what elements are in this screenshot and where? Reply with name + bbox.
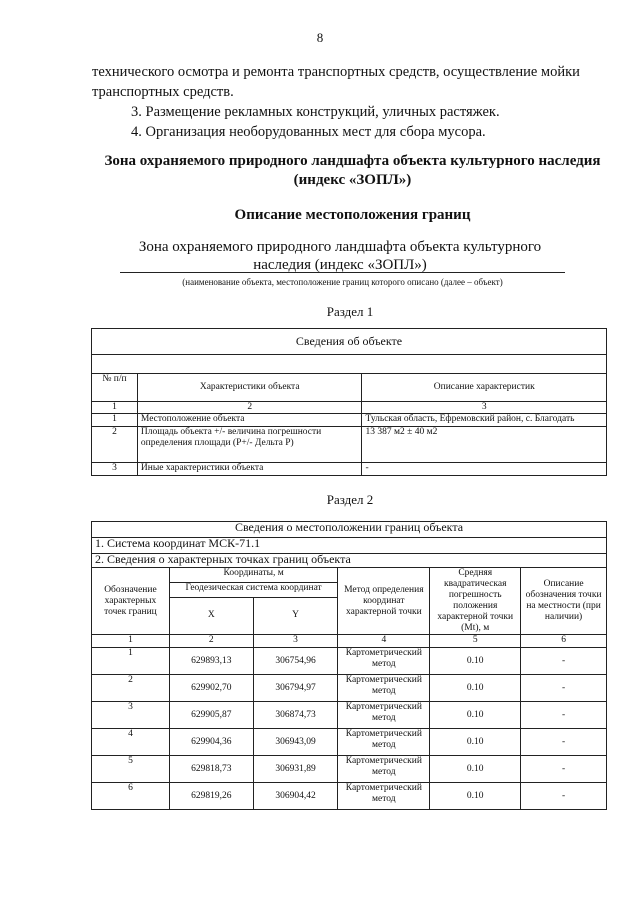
row-characteristic: Иные характеристики объекта — [137, 463, 362, 476]
object-info-title: Сведения об объекте — [92, 329, 607, 355]
point-id: 2 — [92, 675, 170, 702]
point-accuracy: 0.10 — [430, 648, 521, 675]
header-description: Описание характеристик — [362, 374, 607, 402]
point-y: 306754,96 — [253, 648, 338, 675]
point-y: 306931,89 — [253, 756, 338, 783]
row-num: 3 — [92, 463, 138, 476]
point-x: 629905,87 — [169, 702, 253, 729]
index-cell: 1 — [92, 402, 138, 414]
point-accuracy: 0.10 — [430, 675, 521, 702]
header-accuracy: Средняя квадратическая погрешность положения характерной точки (Mt), м — [430, 568, 521, 635]
header-point: Обозначение характерных точек границ — [92, 568, 170, 635]
table-row — [92, 729, 607, 756]
row-num: 2 — [92, 427, 138, 463]
object-name: Зона охраняемого природного ландшафта объекта культурного наследия (индекс «ЗОПЛ») — [138, 239, 542, 273]
row-num: 1 — [92, 414, 138, 427]
index-cell: 5 — [430, 635, 521, 648]
point-method: Картометрический метод — [338, 702, 430, 729]
object-note: (наименование объекта, местоположение границ которого описано (далее – объект) — [182, 277, 503, 287]
index-cell: 2 — [169, 635, 253, 648]
point-method: Картометрический метод — [338, 783, 430, 810]
section1-title: Раздел 1 — [326, 304, 374, 319]
continued-paragraph: технического осмотра и ремонта транспортных средств, осуществление мойки транспортных средств. — [92, 64, 580, 100]
header-geo: Геодезическая система координат — [169, 583, 338, 597]
point-accuracy: 0.10 — [430, 756, 521, 783]
object-info-table — [91, 328, 607, 476]
row-characteristic: Площадь объекта +/- величина погрешности определения площади (Р+/- Дельта Р) — [137, 427, 362, 463]
boundary-table-title: Сведения о местоположении границ объекта — [92, 522, 607, 538]
row-value: 13 387 м2 ± 40 м2 — [362, 427, 607, 463]
point-method: Картометрический метод — [338, 648, 430, 675]
table-row — [92, 648, 607, 675]
list-item-3: 3. Размещение рекламных конструкций, уличных растяжек. — [131, 104, 500, 120]
point-x: 629818,73 — [169, 756, 253, 783]
point-y: 306794,97 — [253, 675, 338, 702]
page-number: 8 — [316, 30, 324, 45]
point-x: 629904,36 — [169, 729, 253, 756]
point-desc: - — [521, 756, 607, 783]
header-num: № п/п — [92, 374, 138, 402]
object-underline — [120, 272, 565, 273]
points-subtitle: 2. Сведения о характерных точках границ объекта — [92, 554, 607, 568]
row-value: Тульская область, Ефремовский район, с. Благодать — [362, 414, 607, 427]
header-y: Y — [253, 597, 338, 634]
point-y: 306943,09 — [253, 729, 338, 756]
point-method: Картометрический метод — [338, 756, 430, 783]
point-id: 4 — [92, 729, 170, 756]
boundary-heading: Описание местоположения границ — [234, 207, 471, 223]
point-method: Картометрический метод — [338, 729, 430, 756]
index-cell: 1 — [92, 635, 170, 648]
row-value: - — [362, 463, 607, 476]
zone-heading-line1: Зона охраняемого природного ландшафта объекта культурного наследия — [104, 153, 601, 169]
point-desc: - — [521, 783, 607, 810]
header-coords: Координаты, м — [169, 568, 338, 583]
point-accuracy: 0.10 — [430, 783, 521, 810]
point-accuracy: 0.10 — [430, 729, 521, 756]
point-x: 629902,70 — [169, 675, 253, 702]
point-desc: - — [521, 648, 607, 675]
coordinate-system: 1. Система координат МСК-71.1 — [92, 538, 607, 554]
index-cell: 3 — [253, 635, 338, 648]
point-id: 6 — [92, 783, 170, 810]
header-x: X — [169, 597, 253, 634]
index-cell: 4 — [338, 635, 430, 648]
index-cell: 2 — [137, 402, 362, 414]
point-id: 3 — [92, 702, 170, 729]
row-characteristic: Местоположение объекта — [137, 414, 362, 427]
boundary-points-table — [91, 521, 607, 810]
zone-heading-line2: (индекс «ЗОПЛ») — [293, 172, 412, 188]
point-id: 5 — [92, 756, 170, 783]
point-id: 1 — [92, 648, 170, 675]
table-row — [92, 675, 607, 702]
section2-title: Раздел 2 — [326, 492, 374, 507]
point-accuracy: 0.10 — [430, 702, 521, 729]
table-row — [92, 702, 607, 729]
point-x: 629893,13 — [169, 648, 253, 675]
table-row — [92, 783, 607, 810]
point-method: Картометрический метод — [338, 675, 430, 702]
point-x: 629819,26 — [169, 783, 253, 810]
point-y: 306874,73 — [253, 702, 338, 729]
table-row — [92, 756, 607, 783]
list-item-4: 4. Организация необорудованных мест для сбора мусора. — [131, 124, 486, 140]
point-desc: - — [521, 702, 607, 729]
header-characteristics: Характеристики объекта — [137, 374, 362, 402]
index-cell: 6 — [521, 635, 607, 648]
empty-row — [92, 355, 607, 374]
header-desc: Описание обозначения точки на местности (при наличии) — [521, 568, 607, 635]
point-desc: - — [521, 729, 607, 756]
point-desc: - — [521, 675, 607, 702]
point-y: 306904,42 — [253, 783, 338, 810]
index-cell: 3 — [362, 402, 607, 414]
header-method: Метод определения координат характерной точки — [338, 568, 430, 635]
